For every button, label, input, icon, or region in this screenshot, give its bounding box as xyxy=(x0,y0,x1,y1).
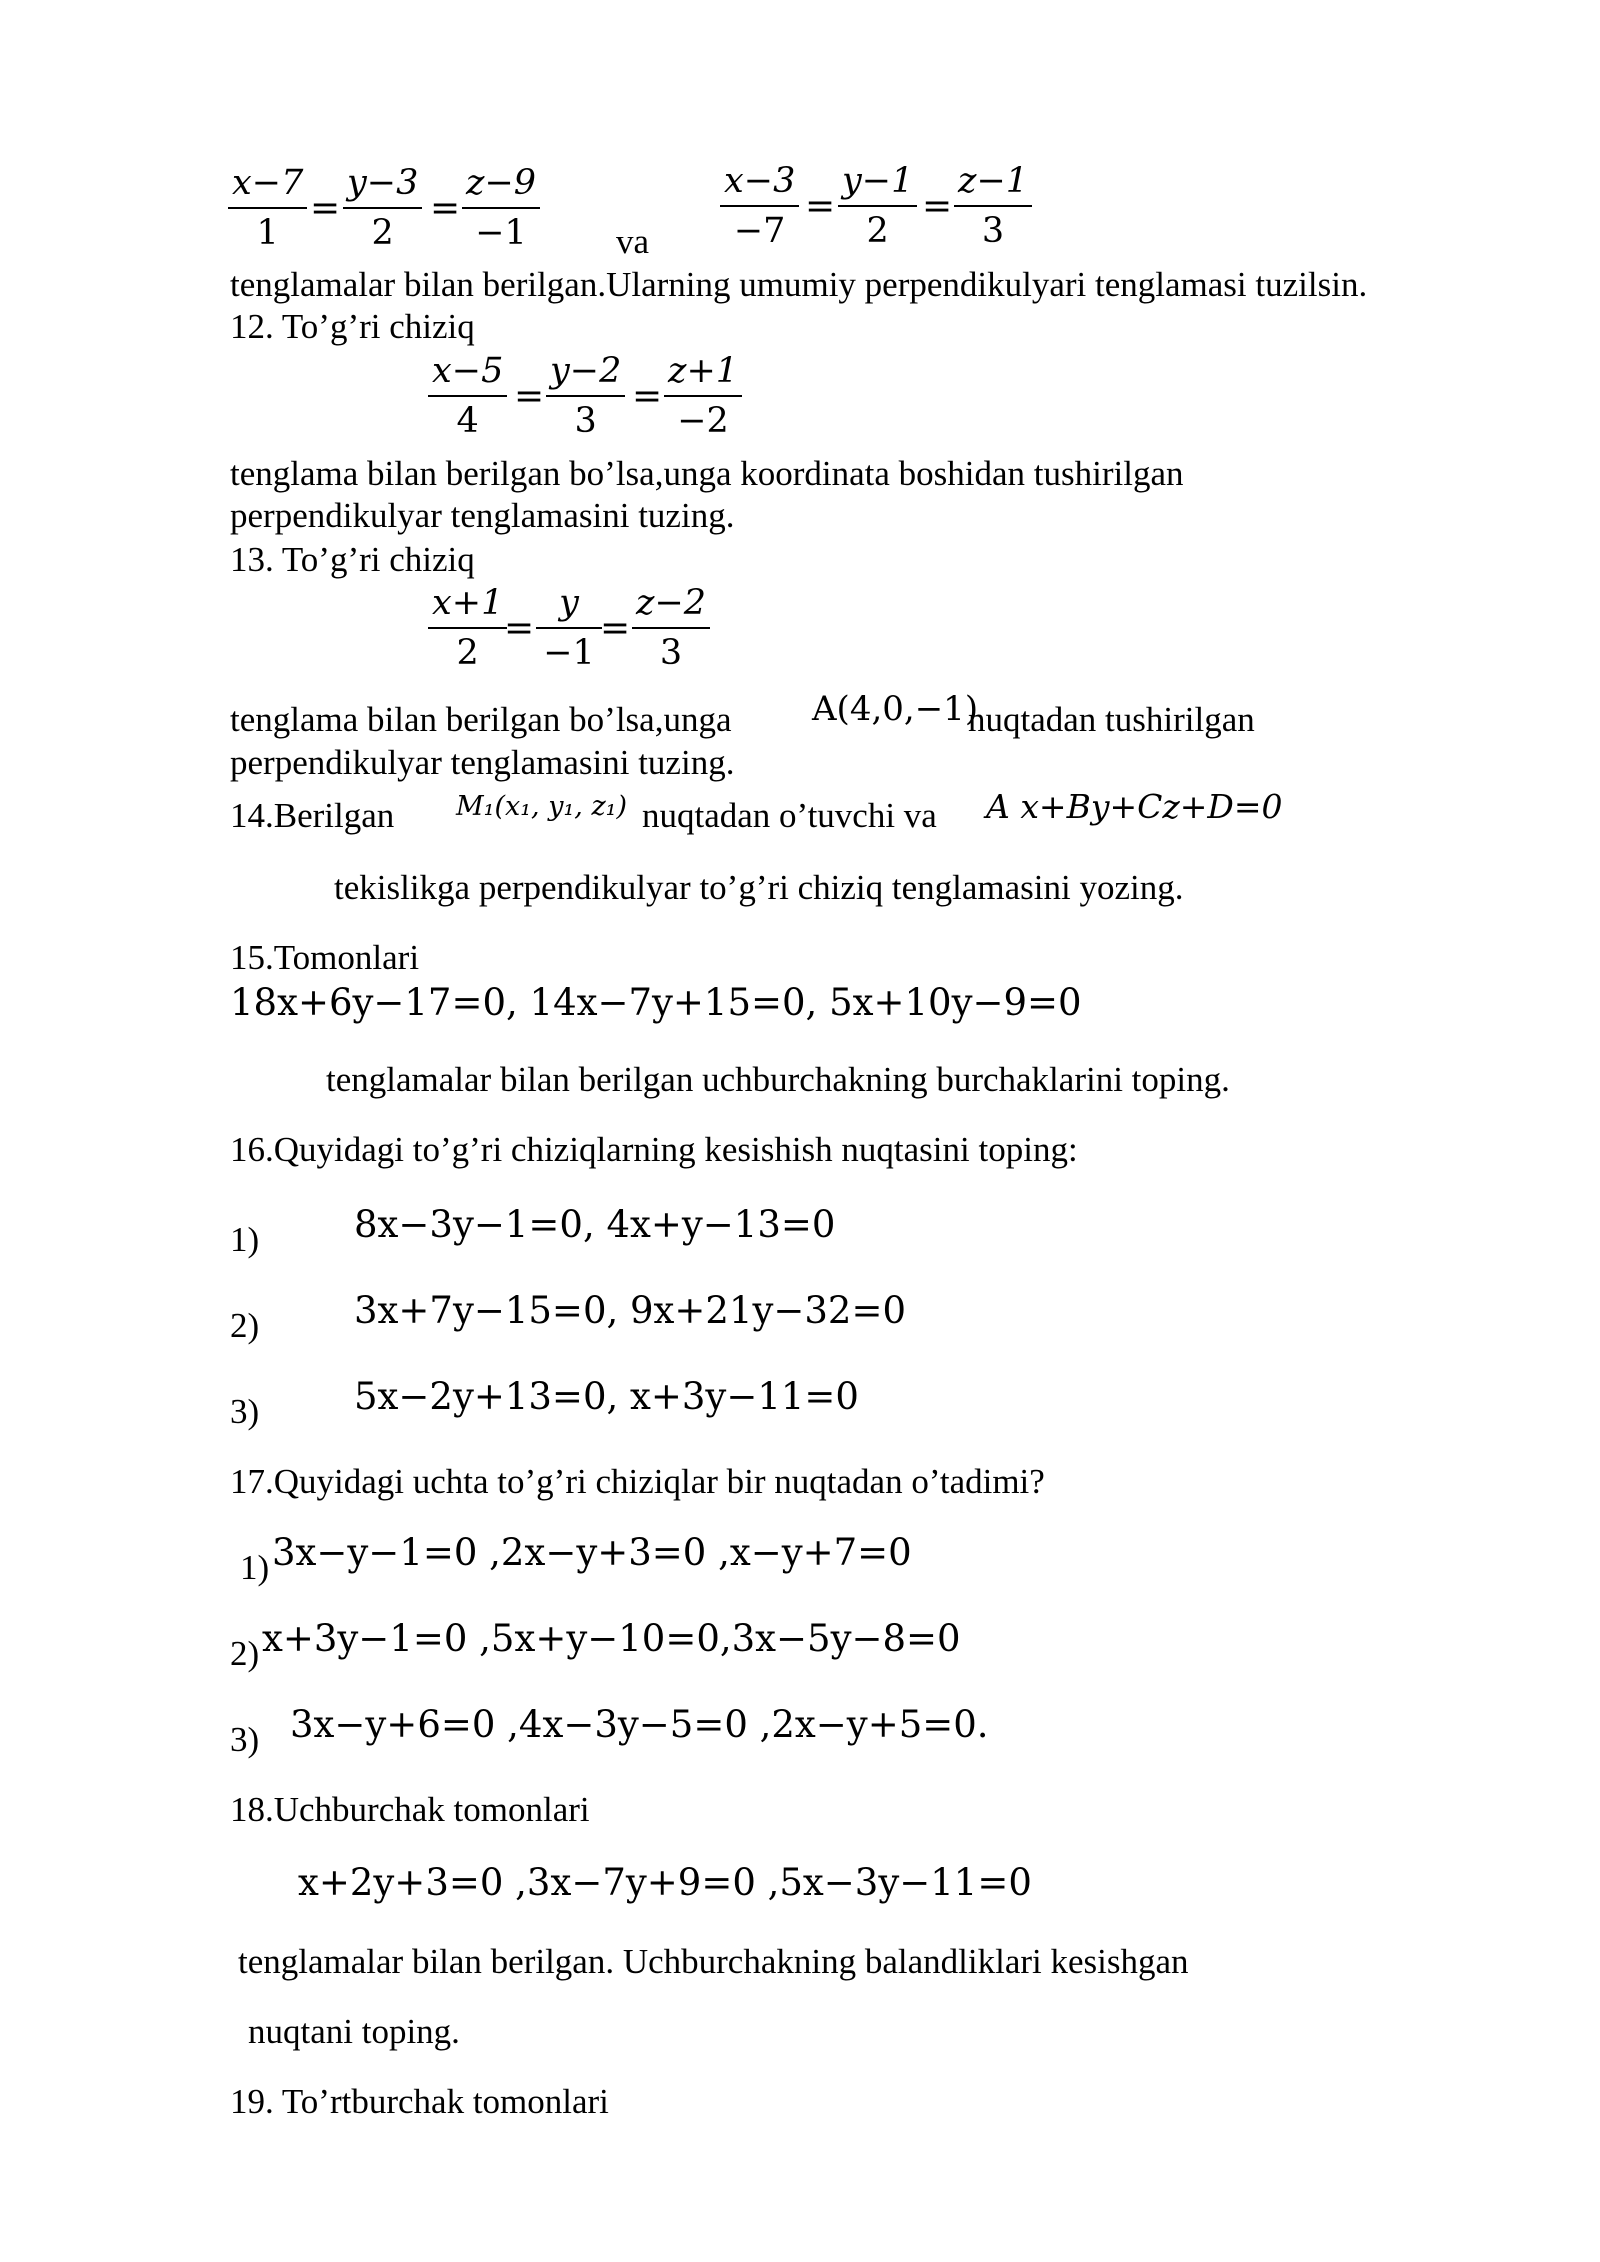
item-number: 3) xyxy=(230,1720,260,1759)
equation-line: x+2y+3=0 ,3x−7y+9=0 ,5x−3y−11=0 xyxy=(298,1861,1032,1904)
denominator: −1 xyxy=(475,213,527,253)
paragraph-text: tekislikga perpendikulyar to’g’ri chiziq tenglamasini yozing. xyxy=(334,868,1184,907)
paragraph-text: nuqtadan o’tuvchi va xyxy=(642,796,937,835)
numerator: z−9 xyxy=(462,162,540,209)
equals-sign: = xyxy=(310,188,341,229)
equation-line: 3x−y−1=0 ,2x−y+3=0 ,x−y+7=0 xyxy=(272,1531,912,1574)
item-number: 1) xyxy=(240,1548,270,1587)
equation-line: 18x+6y−17=0, 14x−7y+15=0, 5x+10y−9=0 xyxy=(230,981,1082,1024)
denominator: 3 xyxy=(659,633,683,673)
fraction xyxy=(428,582,507,674)
equals-sign: = xyxy=(504,608,535,649)
denominator: −7 xyxy=(733,211,786,251)
problem-heading: 18.Uchburchak tomonlari xyxy=(230,1790,590,1829)
paragraph-text: perpendikulyar tenglamasini tuzing. xyxy=(230,496,735,535)
equals-sign: = xyxy=(430,188,461,229)
problem-heading: 19. To’rtburchak tomonlari xyxy=(230,2082,609,2121)
numerator: z−2 xyxy=(632,582,710,629)
fraction xyxy=(343,162,422,254)
item-number: 1) xyxy=(230,1220,260,1259)
equals-sign: = xyxy=(805,186,836,227)
paragraph-text: tenglama bilan berilgan bo’lsa,unga xyxy=(230,700,732,739)
numerator: z+1 xyxy=(664,350,742,397)
paragraph-text: tenglamalar bilan berilgan uchburchakning burchaklarini toping. xyxy=(326,1060,1230,1099)
problem-heading: 17.Quyidagi uchta to’g’ri chiziqlar bir nuqtadan o’tadimi? xyxy=(230,1462,1045,1501)
fraction xyxy=(632,582,710,674)
denominator: 3 xyxy=(574,401,597,441)
paragraph-text: tenglamalar bilan berilgan. Uchburchakning balandliklari kesishgan xyxy=(238,1942,1189,1981)
paragraph-text: nuqtani toping. xyxy=(248,2012,460,2051)
fraction xyxy=(428,350,507,442)
equals-sign: = xyxy=(514,376,545,417)
point-label: M₁(x₁, y₁, z₁) xyxy=(456,791,628,822)
numerator: x−5 xyxy=(428,350,507,397)
equation-line: x+3y−1=0 ,5x+y−10=0,3x−5y−8=0 xyxy=(262,1617,961,1660)
denominator: 2 xyxy=(371,213,394,253)
fraction xyxy=(954,160,1032,252)
denominator: 2 xyxy=(866,211,889,251)
equation-line: 3x+7y−15=0, 9x+21y−32=0 xyxy=(354,1289,907,1332)
problem-heading: 13. To’g’ri chiziq xyxy=(230,540,475,579)
problem-heading: 14.Berilgan xyxy=(230,796,395,835)
fraction xyxy=(720,160,799,252)
numerator: y−1 xyxy=(838,160,917,207)
fraction xyxy=(664,350,742,442)
denominator: 4 xyxy=(456,401,479,441)
equation-line: 5x−2y+13=0, x+3y−11=0 xyxy=(354,1375,859,1418)
denominator: −1 xyxy=(543,633,595,673)
denominator: 1 xyxy=(256,213,279,253)
item-number: 2) xyxy=(230,1306,260,1345)
denominator: 3 xyxy=(981,211,1005,251)
denominator: −2 xyxy=(677,401,729,441)
denominator: 2 xyxy=(456,633,479,673)
paragraph-text: tenglamalar bilan berilgan.Ularning umumiy perpendikulyari tenglamasi tuzilsin. xyxy=(230,265,1368,304)
numerator: z−1 xyxy=(954,160,1032,207)
numerator: x+1 xyxy=(428,582,507,629)
numerator: y xyxy=(536,582,602,629)
fraction xyxy=(462,162,540,254)
fraction xyxy=(838,160,917,252)
equation-line: 8x−3y−1=0, 4x+y−13=0 xyxy=(354,1203,836,1246)
item-number: 2) xyxy=(230,1634,260,1673)
numerator: y−3 xyxy=(343,162,422,209)
fraction xyxy=(546,350,625,442)
equals-sign: = xyxy=(632,376,663,417)
equals-sign: = xyxy=(922,186,953,227)
numerator: y−2 xyxy=(546,350,625,397)
paragraph-text: perpendikulyar tenglamasini tuzing. xyxy=(230,743,735,782)
problem-heading: 16.Quyidagi to’g’ri chiziqlarning kesishish nuqtasini toping: xyxy=(230,1130,1078,1169)
equals-sign: = xyxy=(600,608,631,649)
problem-heading: 15.Tomonlari xyxy=(230,938,420,977)
numerator: x−7 xyxy=(228,162,307,209)
paragraph-text: nuqtadan tushirilgan xyxy=(968,700,1255,739)
numerator: x−3 xyxy=(720,160,799,207)
fraction xyxy=(228,162,307,254)
point-label: A(4,0,−1) xyxy=(812,689,979,729)
problem-heading: 12. To’g’ri chiziq xyxy=(230,307,475,346)
fraction xyxy=(536,582,602,674)
item-number: 3) xyxy=(230,1392,260,1431)
equation-line: 3x−y+6=0 ,4x−3y−5=0 ,2x−y+5=0. xyxy=(290,1703,989,1746)
paragraph-text: tenglama bilan berilgan bo’lsa,unga koordinata boshidan tushirilgan xyxy=(230,454,1184,493)
plane-equation: A x+By+Cz+D=0 xyxy=(986,787,1283,826)
conjunction-va: va xyxy=(616,222,650,261)
